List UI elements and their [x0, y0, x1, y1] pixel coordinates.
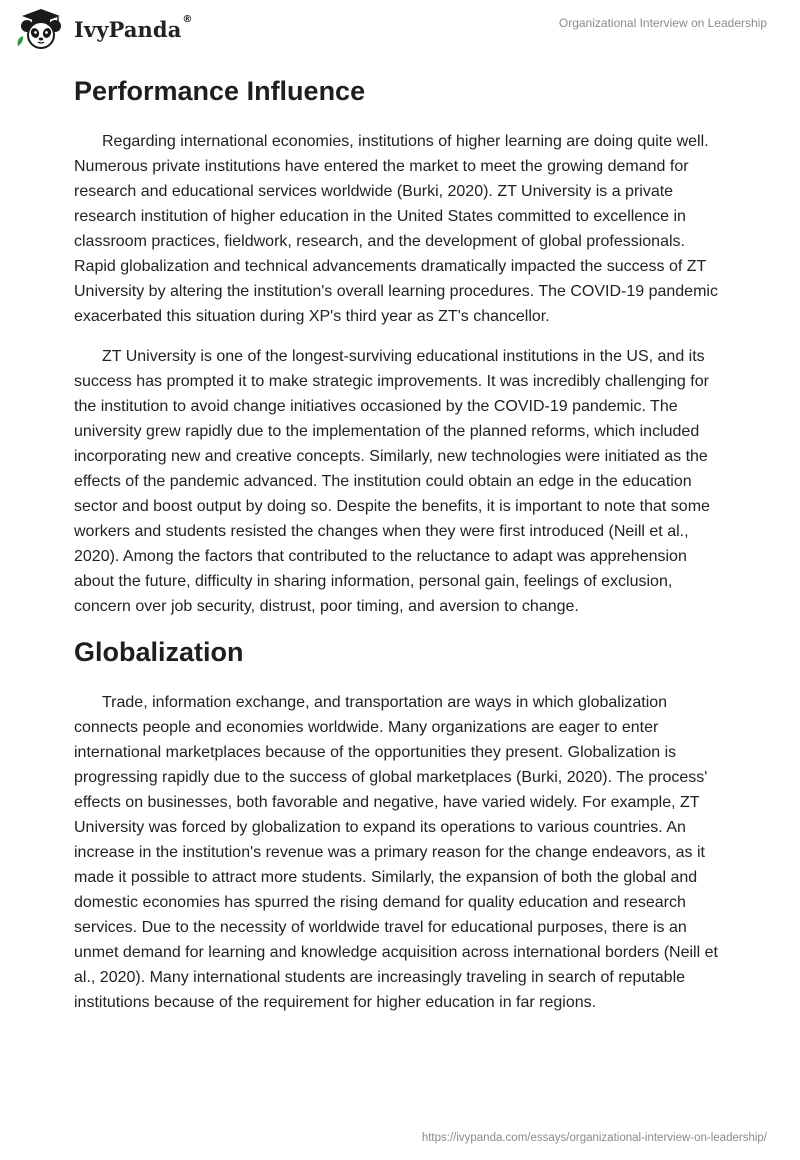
section-performance-influence [74, 72, 730, 619]
registered-mark: ® [182, 13, 193, 25]
panda-mascot-icon [14, 8, 68, 50]
section-heading: Performance Influence [74, 76, 366, 106]
paragraph: ZT University is one of the longest-surviving educational institutions in the US, and its success has prompted it to make strategic improvements. It was incredibly challenging for the institution to avoid change initiatives occasioned by the COVID-19 pandemic. The university grew rapidly due to the implementation of the planned reforms, which included incorporating new and creative concepts. Similarly, new technologies were initiated as the effects of the pandemic advanced. The institution could obtain an edge in the education sector and boost output by doing so. Despite the benefits, it is important to note that some workers and students resisted the changes when they were first introduced (Neill et al., 2020). Among the factors that contributed to the reluctance to adapt was apprehension about the future, difficulty in sharing information, personal gain, feelings of exclusion, concern over job security, distrust, poor timing, and aversion to change. [74, 348, 710, 615]
page-header [0, 0, 800, 64]
source-url[interactable]: https://ivypanda.com/essays/organizational-interview-on-leadership/ [421, 1132, 767, 1144]
document-title: Organizational Interview on Leadership [558, 16, 767, 30]
essay-body [74, 72, 730, 1015]
paragraph: Regarding international economies, institutions of higher learning are doing quite well. Numerous private institutions have entered the market to meet the growing demand for research and educational services worldwide (Burki, 2020). ZT University is a private research institution of higher education in the United States committed to excellence in classroom practices, fieldwork, research, and the development of global professionals. Rapid globalization and technical advancements dramatically impacted the success of ZT University by altering the institution's overall learning procedures. The COVID-19 pandemic exacerbated this situation during XP's third year as ZT's chancellor. [74, 133, 718, 325]
section-globalization [74, 633, 730, 1015]
brand-name: IvyPanda® [74, 13, 193, 42]
section-heading: Globalization [74, 637, 244, 667]
brand-logo[interactable] [14, 8, 193, 50]
paragraph: Trade, information exchange, and transportation are ways in which globalization connects people and economies worldwide. Many organizations are eager to enter international marketplaces because of the opportunities they present. Globalization is progressing rapidly due to the success of global marketplaces (Burki, 2020). The process' effects on businesses, both favorable and negative, have varied widely. For example, ZT University was forced by globalization to expand its operations to various countries. An increase in the institution's revenue was a primary reason for the change endeavors, as it made it possible to attract more students. Similarly, the expansion of both the global and domestic economies has spurred the rising demand for quality education and research services. Due to the necessity of worldwide travel for educational purposes, there is an unmet demand for learning and knowledge acquisition across international borders (Neill et al., 2020). Many international students are increasingly traveling in search of reputable institutions because of the requirement for higher education in far regions. [74, 694, 718, 1011]
